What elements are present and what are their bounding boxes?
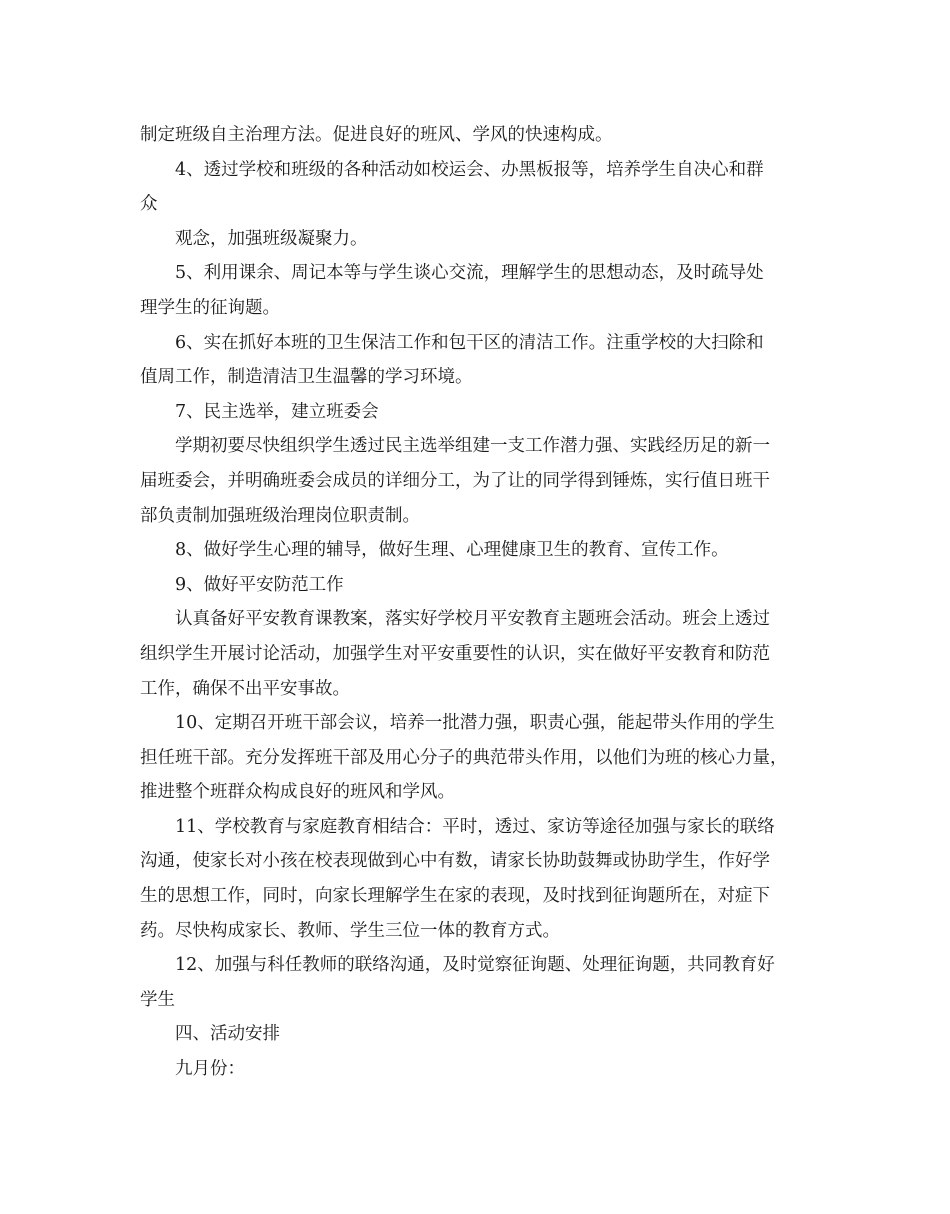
text-line: 学生 <box>140 989 175 1010</box>
text-line: 11、学校教育与家庭教育相结合：平时，透过、家访等途径加强与家长的联络 <box>175 816 775 837</box>
text-line: 12、加强与科任教师的联络沟通，及时觉察征询题、处理征询题，共同教育好 <box>175 955 775 976</box>
text-line: 沟通，使家长对小孩在校表现做到心中有数，请家长协助鼓舞或协助学生，作好学 <box>140 851 770 872</box>
text-line: 认真备好平安教育课教案，落实好学校月平安教育主题班会活动。班会上透过 <box>175 609 770 630</box>
text-line: 8、做好学生心理的辅导，做好生理、心理健康卫生的教育、宣传工作。 <box>175 540 729 561</box>
text-line: 9、做好平安防范工作 <box>175 574 344 595</box>
text-line: 10、定期召开班干部会议，培养一批潜力强，职责心强，能起带头作用的学生 <box>175 713 775 734</box>
text-line: 部负责制加强班级治理岗位职责制。 <box>140 505 420 526</box>
text-line: 担任班干部。充分发挥班干部及用心分子的典范带头作用，以他们为班的核心力量， <box>140 747 788 768</box>
text-line: 5、利用课余、周记本等与学生谈心交流，理解学生的思想动态，及时疏导处 <box>175 263 764 284</box>
text-line: 6、实在抓好本班的卫生保洁工作和包干区的清洁工作。注重学校的大扫除和 <box>175 332 764 353</box>
document-body <box>140 118 820 1087</box>
text-line: 学期初要尽快组织学生透过民主选举组建一支工作潜力强、实践经历足的新一 <box>175 436 770 457</box>
section-heading: 四、活动安排 <box>175 1024 280 1045</box>
text-line: 工作，确保不出平安事故。 <box>140 678 350 699</box>
text-line: 7、民主选举，建立班委会 <box>175 401 379 422</box>
text-line: 药。尽快构成家长、教师、学生三位一体的教育方式。 <box>140 920 560 941</box>
text-line: 届班委会，并明确班委会成员的详细分工，为了让的同学得到锤炼，实行值日班干 <box>140 470 770 491</box>
text-line: 观念，加强班级凝聚力。 <box>175 228 368 249</box>
text-line: 值周工作，制造清洁卫生温馨的学习环境。 <box>140 367 473 388</box>
text-line: 4、透过学校和班级的各种活动如校运会、办黑板报等，培养学生自决心和群 <box>175 159 764 180</box>
text-line: 理学生的征询题。 <box>140 297 280 318</box>
text-line: 推进整个班群众构成良好的班风和学风。 <box>140 782 455 803</box>
text-line: 组织学生开展讨论活动，加强学生对平安重要性的认识，实在做好平安教育和防范 <box>140 643 770 664</box>
text-line: 制定班级自主治理方法。促进良好的班风、学风的快速构成。 <box>140 125 613 145</box>
text-line: 生的思想工作，同时，向家长理解学生在家的表现，及时找到征询题所在，对症下 <box>140 886 770 907</box>
text-line: 众 <box>140 194 158 215</box>
subsection-heading: 九月份： <box>175 1059 245 1080</box>
